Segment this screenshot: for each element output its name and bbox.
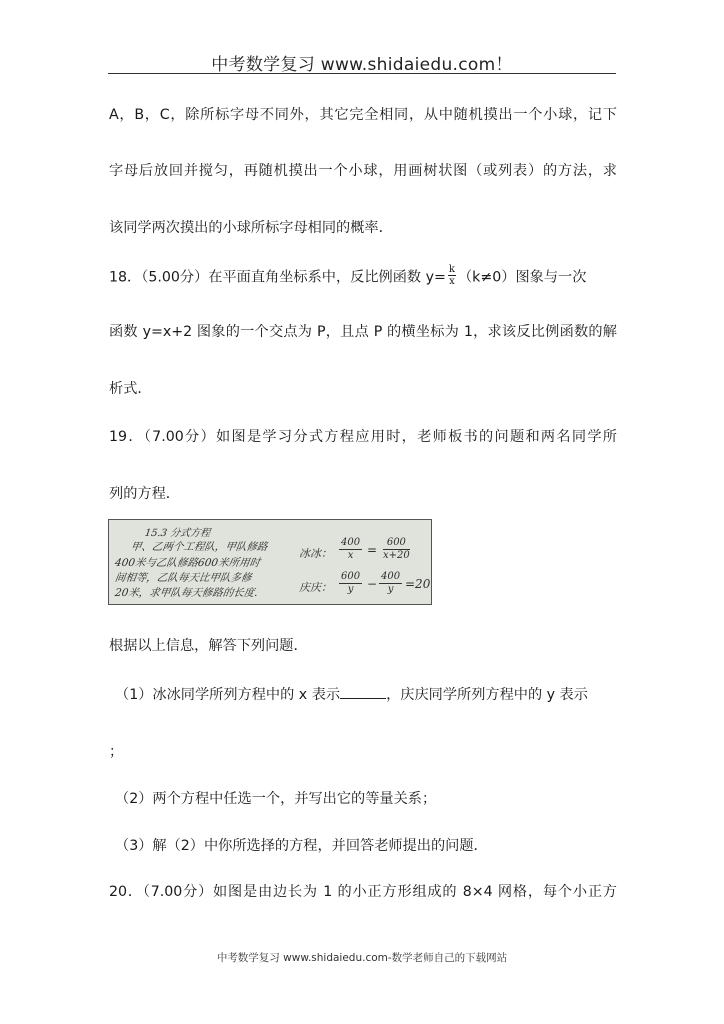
eq2-left-den: y: [347, 584, 354, 595]
board-eq2-right-fraction: [379, 571, 402, 596]
page-header-title: 中考数学复习 www.shidaiedu.com！: [211, 55, 513, 75]
board-eq1-left-fraction: [339, 537, 362, 562]
question-20-line-1: 20．（7.00分）如图是由边长为 1 的小正方形组成的 8×4 网格，每个小正方: [109, 884, 617, 900]
board-eq1-label: 冰冰：: [299, 547, 332, 560]
q19-part-1-end: ；: [109, 744, 124, 760]
page-footer: 中考数学复习 www.shidaiedu.com-数学老师自己的下载网站: [216, 952, 508, 964]
board-eq2-left-fraction: [339, 571, 362, 596]
eq2-left-num: 600: [341, 571, 361, 582]
q19-intro: 根据以上信息，解答下列问题．: [109, 638, 308, 654]
eq1-left-den: x: [347, 550, 354, 561]
q18-frac-num: k: [448, 264, 455, 275]
question-18-line-2: 函数 y=x+2 图象的一个交点为 P，且点 P 的横坐标为 1，求该反比例函数的解: [109, 324, 617, 340]
eq1-left-num: 400: [341, 537, 361, 548]
answer-blank: [340, 684, 386, 699]
board-eq1-right-fraction: [383, 537, 410, 562]
text-line: A，B，C，除所标字母不同外，其它完全相同，从中随机摸出一个小球，记下: [109, 107, 617, 123]
q19-part-2: （2）两个方程中任选一个，并写出它的等量关系；: [115, 791, 437, 807]
eq2-right-den: y: [387, 584, 394, 595]
q19-part-1: [115, 684, 617, 705]
header-divider: [108, 73, 616, 74]
q18-fraction: [448, 264, 456, 287]
question-18-line-1: [109, 266, 617, 289]
board-line: 甲、乙两个工程队，甲队修路: [130, 541, 269, 553]
question-18-line-3: 析式．: [109, 381, 152, 397]
board-eq1-op: =: [367, 543, 378, 557]
q19-part-3: （3）解（2）中你所选择的方程，并回答老师提出的问题．: [115, 838, 488, 854]
eq1-right-den: x+20: [383, 550, 410, 561]
q18-text-a: 18．（5.00分）在平面直角坐标系中，反比例函数 y=: [109, 269, 446, 286]
q19-p1-text-b: ，庆庆同学所列方程中的 y 表示: [386, 687, 588, 703]
board-line: 间相等，乙队每天比甲队多修: [114, 572, 253, 584]
blackboard-image: [108, 519, 432, 605]
text-line: 字母后放回并搅匀，再随机摸出一个小球，用画树状图（或列表）的方法，求: [109, 163, 617, 179]
board-title: 15.3 分式方程: [143, 528, 211, 539]
eq1-right-num: 600: [383, 537, 410, 550]
question-19-line-1: 19．（7.00分）如图是学习分式方程应用时，老师板书的问题和两名同学所: [109, 429, 617, 445]
q18-text-b: （k≠0）图象与一次: [457, 269, 587, 286]
text-line: 该同学两次摸出的小球所标字母相同的概率．: [109, 220, 393, 236]
question-19-line-2: 列的方程．: [109, 486, 180, 502]
board-eq2-tail: =20: [405, 577, 431, 591]
q19-p1-text-a: （1）冰冰同学所列方程中的 x 表示: [115, 687, 341, 703]
board-eq2-label: 庆庆：: [299, 581, 332, 594]
board-line: 400米与乙队修路600米所用时: [114, 557, 261, 569]
board-eq2-op: −: [367, 577, 378, 591]
board-line: 20米，求甲队每天修路的长度．: [114, 587, 266, 599]
q18-frac-den: x: [449, 276, 455, 287]
eq2-right-num: 400: [381, 571, 401, 582]
